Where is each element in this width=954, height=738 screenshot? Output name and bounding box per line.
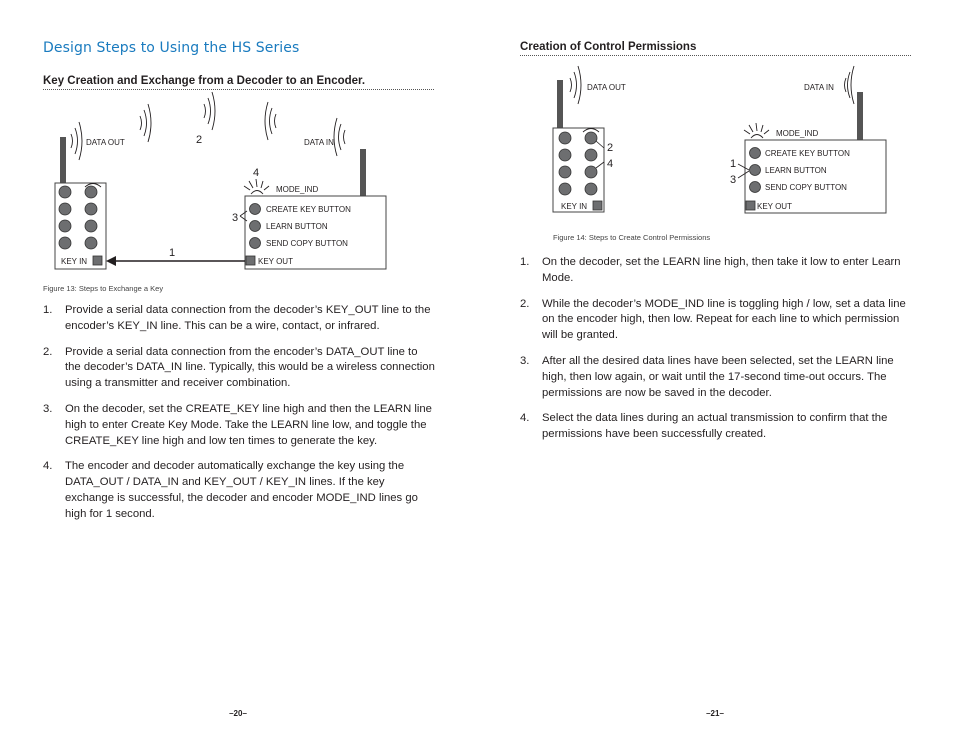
- mode-ind-burst-icon: [744, 123, 769, 138]
- page-number: –20–: [229, 709, 247, 718]
- encoder-button-label: LEARN BUTTON: [266, 222, 328, 231]
- step-marker: 1: [730, 158, 737, 170]
- step-marker: 3: [232, 212, 239, 224]
- decoder-button: [59, 220, 71, 232]
- list-item: 2. While the decoder’s MODE_IND line is toggling high / low, set a data line on the encoder high, then low. Repeat for each line to which permission will be granted.: [520, 297, 906, 342]
- page-number: –21–: [706, 709, 724, 718]
- encoder-data-in-label: DATA IN: [804, 83, 834, 92]
- decoder-key-in-pad: [593, 201, 602, 210]
- figure-14-caption: Figure 14: Steps to Create Control Permissions: [553, 233, 711, 242]
- encoder-mode-ind-label: MODE_IND: [776, 129, 819, 138]
- decoder-button: [85, 237, 97, 249]
- decoder-button: [559, 166, 571, 178]
- decoder-button: [559, 183, 571, 195]
- list-item: 3. On the decoder, set the CREATE_KEY line high and then the LEARN line high to enter Create Key Mode. Take the LEARN line low, and toggle the CREATE_KEY line high and low ten times to generate the key.: [43, 402, 432, 447]
- list-item: 4. The encoder and decoder automatically exchange the key using the DATA_OUT / DATA_IN and KEY_OUT / KEY_IN lines. If the key exchange is successful, the decoder and encoder MODE_IND lines go high for 1 second.: [43, 460, 418, 520]
- encoder-key-out-pad: [246, 256, 255, 265]
- decoder-key-in-label: KEY IN: [61, 257, 88, 266]
- decoder-antenna: [60, 137, 66, 185]
- step-marker: 4: [607, 158, 614, 170]
- list-item: 4. Select the data lines during an actual transmission to confirm that the permissions have been successfully created.: [520, 412, 888, 441]
- encoder-key-out-label: KEY OUT: [258, 257, 293, 266]
- encoder-key-out-pad: [746, 201, 755, 210]
- encoder-antenna: [360, 149, 366, 197]
- subheading-key-exchange: Key Creation and Exchange from a Decoder to an Encoder.: [43, 75, 366, 87]
- mode-ind-burst-icon: [244, 179, 269, 194]
- step-marker: 4: [253, 167, 260, 179]
- figure-13-caption: Figure 13: Steps to Exchange a Key: [43, 284, 164, 293]
- encoder-learn-button: [250, 221, 261, 232]
- step-marker: 3: [730, 174, 737, 186]
- arrow-head-icon: [106, 256, 116, 266]
- encoder-learn-button: [750, 165, 761, 176]
- encoder-button-label: CREATE KEY BUTTON: [765, 149, 850, 158]
- decoder-button: [559, 149, 571, 161]
- encoder-send-copy-button: [750, 182, 761, 193]
- decoder-button: [85, 203, 97, 215]
- decoder-antenna: [557, 80, 563, 128]
- key-exchange-steps: [43, 303, 435, 533]
- list-item: 1. On the decoder, set the LEARN line high, then take it low to enter Learn Mode.: [520, 256, 901, 284]
- decoder-data-out-label: DATA OUT: [587, 83, 626, 92]
- decoder-button: [559, 132, 571, 144]
- decoder-button: [59, 237, 71, 249]
- encoder-create-key-button: [250, 204, 261, 215]
- decoder-button: [585, 132, 597, 144]
- encoder-send-copy-button: [250, 238, 261, 249]
- list-item: 1. Provide a serial data connection from the decoder’s KEY_OUT line to the encoder’s KEY_IN line. This can be a wire, contact, or infrared.: [43, 304, 431, 332]
- decoder-key-in-label: KEY IN: [561, 202, 588, 211]
- encoder-key-out-label: KEY OUT: [757, 202, 792, 211]
- decoder-data-out-label: DATA OUT: [86, 138, 125, 147]
- step-marker: 2: [196, 134, 203, 146]
- step-marker: 1: [169, 247, 176, 259]
- figure-14-diagram: [477, 0, 954, 260]
- decoder-button: [59, 186, 71, 198]
- section-title: Design Steps to Using the HS Series: [43, 40, 300, 56]
- encoder-create-key-button: [750, 148, 761, 159]
- encoder-button-label: CREATE KEY BUTTON: [266, 205, 351, 214]
- right-page: [477, 0, 954, 738]
- control-permission-steps: [520, 255, 912, 453]
- figure-13-diagram: [0, 0, 477, 300]
- encoder-data-in-label: DATA IN: [304, 138, 334, 147]
- radio-wave-icon: [71, 92, 345, 160]
- decoder-button: [59, 203, 71, 215]
- decoder-button: [85, 186, 97, 198]
- decoder-button: [85, 220, 97, 232]
- step-marker: 2: [607, 142, 614, 154]
- encoder-button-label: SEND COPY BUTTON: [765, 183, 847, 192]
- decoder-button: [585, 183, 597, 195]
- encoder-antenna: [857, 92, 863, 140]
- decoder-button: [585, 149, 597, 161]
- decoder-key-in-pad: [93, 256, 102, 265]
- list-item: 2. Provide a serial data connection from the encoder’s DATA_OUT line to the decoder’s DATA_IN line. Typically, this would be a wireless connection using a transmitter and receiver combination.: [43, 345, 435, 390]
- encoder-button-label: LEARN BUTTON: [765, 166, 827, 175]
- encoder-button-label: SEND COPY BUTTON: [266, 239, 348, 248]
- decoder-button: [585, 166, 597, 178]
- encoder-mode-ind-label: MODE_IND: [276, 185, 319, 194]
- list-item: 3. After all the desired data lines have been selected, set the LEARN line high, then low again, or wait until the 17-second time-out occurs. The permissions are now be saved in the decoder.: [520, 354, 894, 399]
- subheading-control-permissions: Creation of Control Permissions: [520, 41, 697, 53]
